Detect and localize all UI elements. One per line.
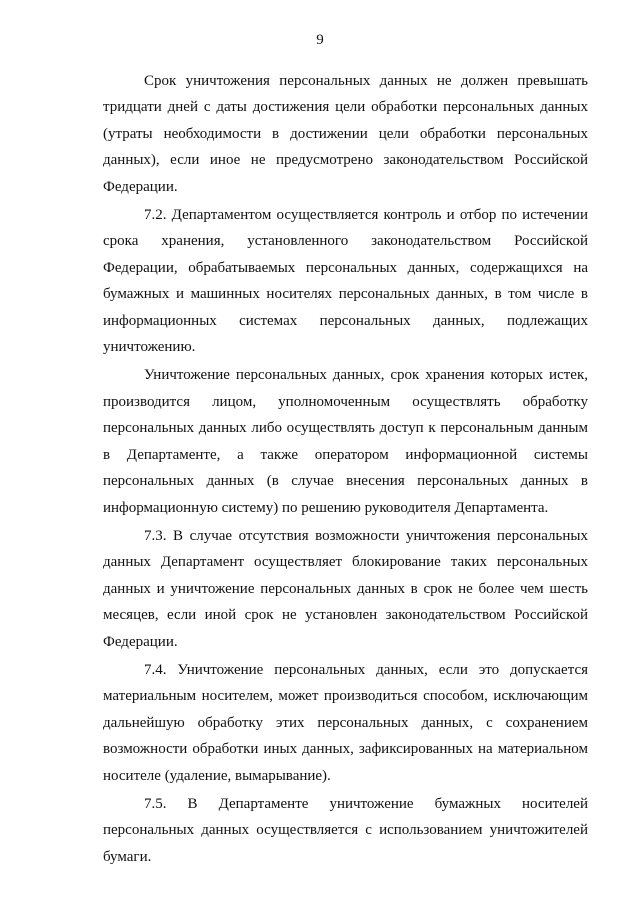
paragraph-7-2: 7.2. Департаментом осуществляется контроль и отбор по истечении срока хранения, установленного законодательством Российской Федерации, обрабатываемых персональных данных, содержащихся на бумажных и машинных носителях персональных данных, в том числе в информационных системах персональных данных, подлежащих уничтожению. <box>103 207 588 356</box>
paragraph-7-3: 7.3. В случае отсутствия возможности уничтожения персональных данных Департамент осуществляет блокирование таких персональных данных и уничтожение персональных данных в срок не более чем шесть месяцев, если иной срок не установлен законодательством Российской Федерации. <box>103 527 588 650</box>
paragraph-7-5: 7.5. В Департаменте уничтожение бумажных носителей персональных данных осуществляется с использованием уничтожителей бумаги. <box>103 795 588 865</box>
paragraph-destruction-by-authorized-person: Уничтожение персональных данных, срок хранения которых истек, производится лицом, уполномоченным осуществлять обработку персональных данных либо осуществлять доступ к персональным данным в Департаменте, а также оператором информационной системы персональных данных (в случае внесения персональных данных в информационную систему) по решению руководителя Департамента. <box>103 367 588 516</box>
paragraph-destruction-term: Срок уничтожения персональных данных не должен превышать тридцати дней с даты достижения цели обработки персональных данных (утраты необходимости в достижении цели обработки персональных данных), если иное не предусмотрено законодательством Российской Федерации. <box>103 73 588 195</box>
document-body <box>103 68 588 872</box>
paragraph-7-4: 7.4. Уничтожение персональных данных, если это допускается материальным носителем, может производиться способом, исключающим дальнейшую обработку этих персональных данных, с сохранением возможности обработки иных данных, зафиксированных на материальном носителе (удаление, вымарывание). <box>103 661 588 784</box>
page-number: 9 <box>316 32 324 48</box>
